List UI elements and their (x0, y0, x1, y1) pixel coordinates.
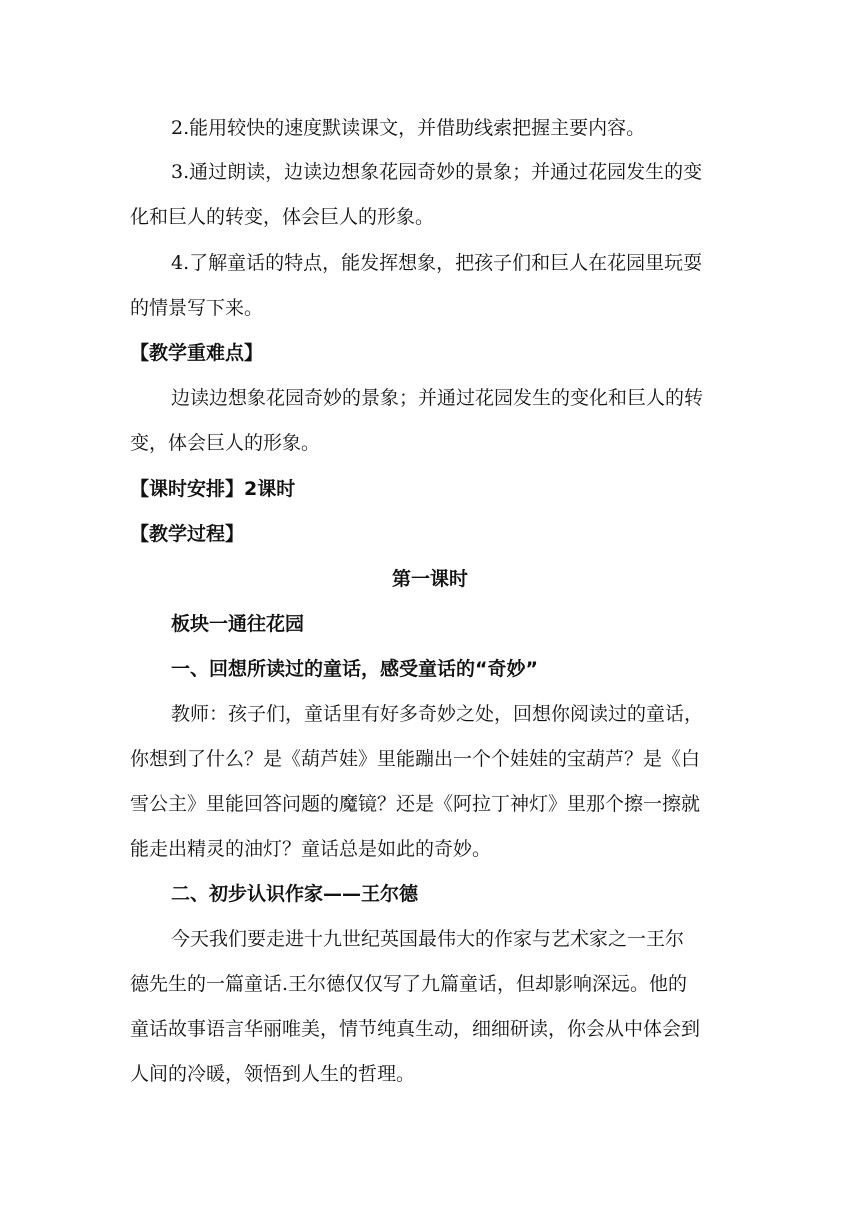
part-2-line-3: 童话故事语言华丽唯美，情节纯真生动，细细研读，你会从中体会到 (130, 1018, 701, 1040)
objective-4-line-2: 的情景写下来。 (130, 297, 264, 319)
schedule-value: 2课时 (244, 478, 296, 500)
lesson-title: 第一课时 (391, 568, 468, 590)
objective-2: 2.能用较快的速度默读课文，并借助线索把握主要内容。 (171, 117, 646, 139)
key-points-line-1: 边读边想象花园奇妙的景象；并通过花园发生的变化和巨人的转 (171, 387, 704, 409)
objective-3-line-2: 化和巨人的转变，体会巨人的形象。 (130, 206, 435, 228)
part-2-line-2: 德先生的一篇童话.王尔德仅仅写了九篇童话，但却影响深远。他的 (130, 973, 688, 995)
process-heading: 【教学过程】 (130, 523, 245, 545)
part-1-line-1: 教师：孩子们，童话里有好多奇妙之处，回想你阅读过的童话， (171, 703, 704, 725)
part-2-line-4: 人间的冷暖，领悟到人生的哲理。 (130, 1063, 416, 1085)
part-1-line-3: 雪公主》里能回答问题的魔镜？还是《阿拉丁神灯》里那个擦一擦就 (130, 793, 701, 815)
key-points-line-2: 变，体会巨人的形象。 (130, 432, 321, 454)
part-1-line-2: 你想到了什么？是《葫芦娃》里能蹦出一个个娃娃的宝葫芦？是《白 (130, 748, 701, 770)
key-points-heading: 【教学重难点】 (130, 342, 264, 364)
part-1-heading: 一、回想所读过的童话，感受童话的“奇妙” (171, 658, 538, 680)
schedule-line (130, 477, 295, 501)
part-1-line-4: 能走出精灵的油灯？童话总是如此的奇妙。 (130, 838, 492, 860)
schedule-heading: 【课时安排】 (130, 478, 245, 500)
part-2-line-1: 今天我们要走进十九世纪英国最伟大的作家与艺术家之一王尔 (171, 928, 685, 950)
part-2-heading: 二、初步认识作家——王尔德 (171, 883, 419, 905)
objective-4-line-1: 4.了解童话的特点，能发挥想象，把孩子们和巨人在花园里玩耍 (171, 252, 703, 274)
objective-3-line-1: 3.通过朗读，边读边想象花园奇妙的景象；并通过花园发生的变 (171, 161, 703, 183)
section-title: 板块一通往花园 (171, 613, 305, 635)
